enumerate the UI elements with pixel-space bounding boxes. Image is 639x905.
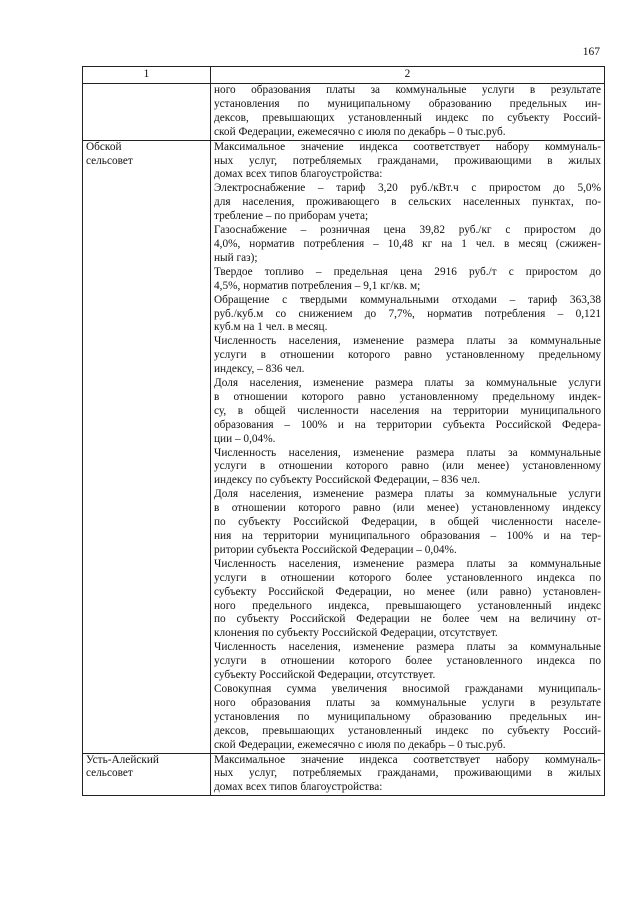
text-line: ный газ); bbox=[214, 251, 258, 264]
text-line: ритории субъекта Российской Федерации – 0,04%. bbox=[214, 543, 457, 556]
text-line: Совокупная сумма увеличения вносимой гражданами муниципаль- bbox=[214, 682, 601, 695]
text-line: Обращение с твердыми коммунальными отходами – тариф 363,38 bbox=[214, 293, 601, 306]
text-line: руб./куб.м со снижением до 7,7%, норматив потребления – 0,121 bbox=[214, 307, 601, 320]
column-header-1: 1 bbox=[83, 67, 211, 84]
text-line: 4,5%, норматив потребления – 9,1 кг/кв. м; bbox=[214, 279, 421, 292]
municipality-name-line: Обской bbox=[86, 140, 122, 153]
text-line: Численность населения, изменение размера платы за коммунальные bbox=[214, 335, 601, 348]
text-line: субъекту Российской Федерации, но менее (или равно) установлен- bbox=[214, 585, 601, 598]
text-line: Максимальное значение индекса соответствует набору коммуналь- bbox=[214, 753, 601, 766]
text-line: образования – 100% и на территории субъекта Российской Федера- bbox=[214, 418, 601, 431]
text-line: ного предельного индекса, превышающего установленный индекс bbox=[214, 599, 601, 612]
text-line: 4,0%, норматив потребления – 10,48 кг на 1 чел. в месяц (сжижен- bbox=[214, 237, 601, 250]
text-line: ции – 0,04%. bbox=[214, 432, 276, 445]
municipality-name-cell bbox=[83, 753, 211, 796]
text-line: Численность населения, изменение размера платы за коммунальные bbox=[214, 446, 601, 459]
municipality-name-cell bbox=[83, 84, 211, 141]
description-paragraph bbox=[214, 488, 601, 558]
text-line: домах всех типов благоустройства: bbox=[214, 781, 383, 794]
table-row bbox=[83, 84, 605, 141]
text-line: ного образования платы за коммунальные услуги в результате bbox=[214, 84, 601, 96]
description-paragraph bbox=[214, 266, 601, 294]
text-line: Электроснабжение – тариф 3,20 руб./кВт.ч с приростом до 5,0% bbox=[214, 182, 601, 195]
text-line: Численность населения, изменение размера платы за коммунальные bbox=[214, 641, 601, 654]
text-line: установления по муниципальному образованию предельных ин- bbox=[214, 710, 601, 723]
description-paragraph bbox=[214, 377, 601, 447]
table-row bbox=[83, 753, 605, 796]
description-paragraph bbox=[214, 754, 601, 796]
table-row bbox=[83, 140, 605, 753]
text-line: индексу по субъекту Российской Федерации, – 836 чел. bbox=[214, 474, 481, 487]
text-line: ской Федерации, ежемесячно с июля по декабрь – 0 тыс.руб. bbox=[214, 125, 506, 138]
municipality-name-line: сельсовет bbox=[86, 154, 133, 167]
description-paragraph bbox=[214, 141, 601, 183]
index-description-cell bbox=[211, 140, 605, 753]
document-table bbox=[82, 66, 605, 796]
text-line: ных услуг, потребляемых гражданами, проживающими в жилых bbox=[214, 154, 601, 167]
description-paragraph bbox=[214, 84, 601, 140]
text-line: субъекту Российской Федерации, отсутствует. bbox=[214, 669, 436, 682]
text-line: Доля населения, изменение размера платы за коммунальные услуги bbox=[214, 488, 601, 501]
text-line: услуги в отношении которого более установленного индекса по bbox=[214, 571, 601, 584]
text-line: дексов, превышающих установленный индекс по субъекту Россий- bbox=[214, 111, 601, 124]
municipality-name-line: Усть-Алейский bbox=[86, 753, 159, 766]
description-paragraph bbox=[214, 182, 601, 224]
description-paragraph bbox=[214, 335, 601, 377]
table-header-row bbox=[83, 67, 605, 84]
text-line: Численность населения, изменение размера платы за коммунальные bbox=[214, 557, 601, 570]
text-line: в отношении которого равно установленному предельному индек- bbox=[214, 390, 601, 403]
text-line: в отношении которого равно (или менее) установленному индексу bbox=[214, 502, 601, 515]
page-number: 167 bbox=[582, 46, 600, 58]
text-line: установления по муниципальному образованию предельных ин- bbox=[214, 97, 601, 110]
text-line: Доля населения, изменение размера платы за коммунальные услуги bbox=[214, 377, 601, 390]
text-line: Максимальное значение индекса соответствует набору коммуналь- bbox=[214, 140, 601, 153]
text-line: для населения, проживающего в сельских населенных пунктах, по- bbox=[214, 196, 601, 209]
text-line: ного образования платы за коммунальные услуги в результате bbox=[214, 696, 601, 709]
municipality-name-cell bbox=[83, 140, 211, 753]
description-paragraph bbox=[214, 447, 601, 489]
text-line: ния на территории муниципального образования – 100% и на тер- bbox=[214, 530, 601, 542]
text-line: индексу, – 836 чел. bbox=[214, 363, 305, 376]
description-paragraph bbox=[214, 294, 601, 336]
table-body bbox=[83, 84, 605, 796]
text-line: ской Федерации, ежемесячно с июля по декабрь – 0 тыс.руб. bbox=[214, 738, 506, 751]
column-header-2: 2 bbox=[211, 67, 605, 84]
index-description-cell bbox=[211, 84, 605, 141]
text-line: клонения по субъекту Российской Федерации, отсутствует. bbox=[214, 627, 498, 640]
description-paragraph bbox=[214, 558, 601, 641]
text-line: по субъекту Российской Федерации, в общей численности населе- bbox=[214, 516, 601, 529]
text-line: Газоснабжение – розничная цена 39,82 руб./кг с приростом до bbox=[214, 224, 601, 237]
index-description-cell bbox=[211, 753, 605, 796]
description-paragraph bbox=[214, 641, 601, 683]
text-line: услуги в отношении которого равно (или менее) установленному bbox=[214, 460, 601, 473]
description-paragraph bbox=[214, 683, 601, 753]
text-line: услуги в отношении которого более установленного индекса по bbox=[214, 655, 601, 668]
municipality-name-line: сельсовет bbox=[86, 767, 133, 780]
text-line: Твердое топливо – предельная цена 2916 руб./т с приростом до bbox=[214, 265, 601, 278]
text-line: дексов, превышающих установленный индекс по субъекту Россий- bbox=[214, 724, 601, 737]
text-line: услуги в отношении которого равно установленному предельному bbox=[214, 349, 601, 362]
text-line: домах всех типов благоустройства: bbox=[214, 168, 383, 181]
text-line: су, в общей численности населения на территории муниципального bbox=[214, 404, 601, 417]
text-line: куб.м на 1 чел. в месяц. bbox=[214, 321, 328, 334]
text-line: по субъекту Российской Федерации не более чем на величину от- bbox=[214, 613, 601, 626]
text-line: ных услуг, потребляемых гражданами, проживающими в жилых bbox=[214, 767, 601, 780]
text-line: требление – по приборам учета; bbox=[214, 210, 369, 223]
description-paragraph bbox=[214, 224, 601, 266]
